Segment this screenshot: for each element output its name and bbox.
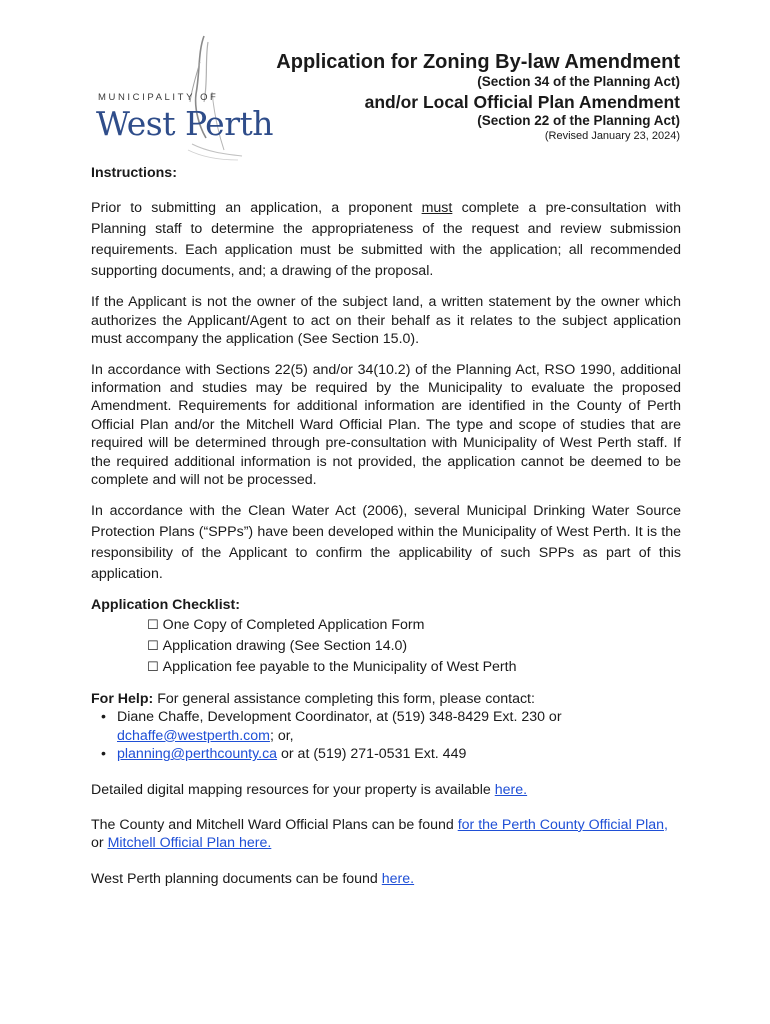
planning-docs-text: West Perth planning documents can be found here. — [91, 870, 415, 887]
checklist-item[interactable]: ☐ One Copy of Completed Application Form — [147, 615, 681, 636]
document-title: Application for Zoning By-law Amendment — [276, 51, 680, 73]
document-subtitle-2: (Section 22 of the Planning Act) — [477, 113, 680, 128]
contact-item-planning: • planning@perthcounty.ca or at (519) 271-0531 Ext. 449 — [117, 745, 681, 763]
mapping-text: Detailed digital mapping resources for your property is available here. — [91, 781, 528, 798]
checklist — [91, 615, 681, 678]
email-link-dchaffe[interactable]: dchaffe@westperth.com — [117, 727, 270, 744]
help-intro: For Help: For general assistance completing this form, please contact: — [91, 690, 535, 707]
document-subtitle-1: (Section 34 of the Planning Act) — [477, 74, 680, 89]
checklist-item[interactable]: ☐ Application drawing (See Section 14.0) — [147, 636, 681, 657]
mitchell-plan-link[interactable]: Mitchell Official Plan here. — [107, 835, 272, 852]
perth-county-plan-link[interactable]: for the Perth County Official Plan, — [457, 816, 668, 833]
document-body — [91, 164, 681, 888]
help-contacts — [91, 708, 681, 763]
document-header — [220, 51, 680, 143]
official-plans-text: The County and Mitchell Ward Official Plans can be found for the Perth County Official Plan, or Mitchell Official Plan here. — [91, 816, 668, 852]
instructions-paragraph-3: In accordance with Sections 22(5) and/or 34(10.2) of the Planning Act, RSO 1990, additional information and studies may be required by the Municipality to evaluate the proposed Amendment. Requirements for additional information are identified in the County of Perth Official Plan and/or the Mitchell Ward Official Plan. The type and scope of studies that are required will be determined through pre-consultation with Municipality of West Perth staff. If the required additional information is not provided, the application cannot be deemed to be complete and will not be processed. — [91, 361, 681, 489]
must-emphasis: must — [421, 200, 453, 217]
instructions-paragraph-4: In accordance with the Clean Water Act (2006), several Municipal Drinking Water Source Protection Plans (“SPPs”) have been developed within the Municipality of West Perth. It is the responsibility of the Applicant to confirm the applicability of such SPPs as part of this application. — [91, 503, 681, 583]
instructions-heading: Instructions: — [91, 165, 177, 181]
contact-item-diane: • Diane Chaffe, Development Coordinator, at (519) 348-8429 Ext. 230 or dchaffe@westperth.com; or, — [117, 708, 681, 745]
email-link-planning[interactable]: planning@perthcounty.ca — [117, 746, 278, 763]
checklist-item[interactable]: ☐ Application fee payable to the Municipality of West Perth — [147, 657, 681, 678]
instructions-paragraph-2: If the Applicant is not the owner of the subject land, a written statement by the owner which authorizes the Applicant/Agent to act on their behalf as it relates to the subject application must accompany the application (See Section 15.0). — [91, 294, 681, 348]
logo-name-text: West Perth — [96, 104, 273, 143]
document-title-2: and/or Local Official Plan Amendment — [364, 92, 680, 112]
checklist-heading: Application Checklist: — [91, 597, 240, 614]
planning-docs-link[interactable]: here. — [381, 870, 415, 887]
mapping-link[interactable]: here. — [494, 781, 528, 798]
logo-municipality-text: MUNICIPALITY OF — [98, 92, 219, 103]
revision-date: (Revised January 23, 2024) — [544, 130, 680, 142]
instructions-paragraph-1: Prior to submitting an application, a proponent must complete a pre-consultation with Planning staff to determine the appropriateness of the request and review submission requirements. Each application must be submitted with the application; all recommended supporting documents, and; a drawing of the proposal. — [91, 200, 682, 280]
help-heading: For Help: — [91, 690, 154, 707]
